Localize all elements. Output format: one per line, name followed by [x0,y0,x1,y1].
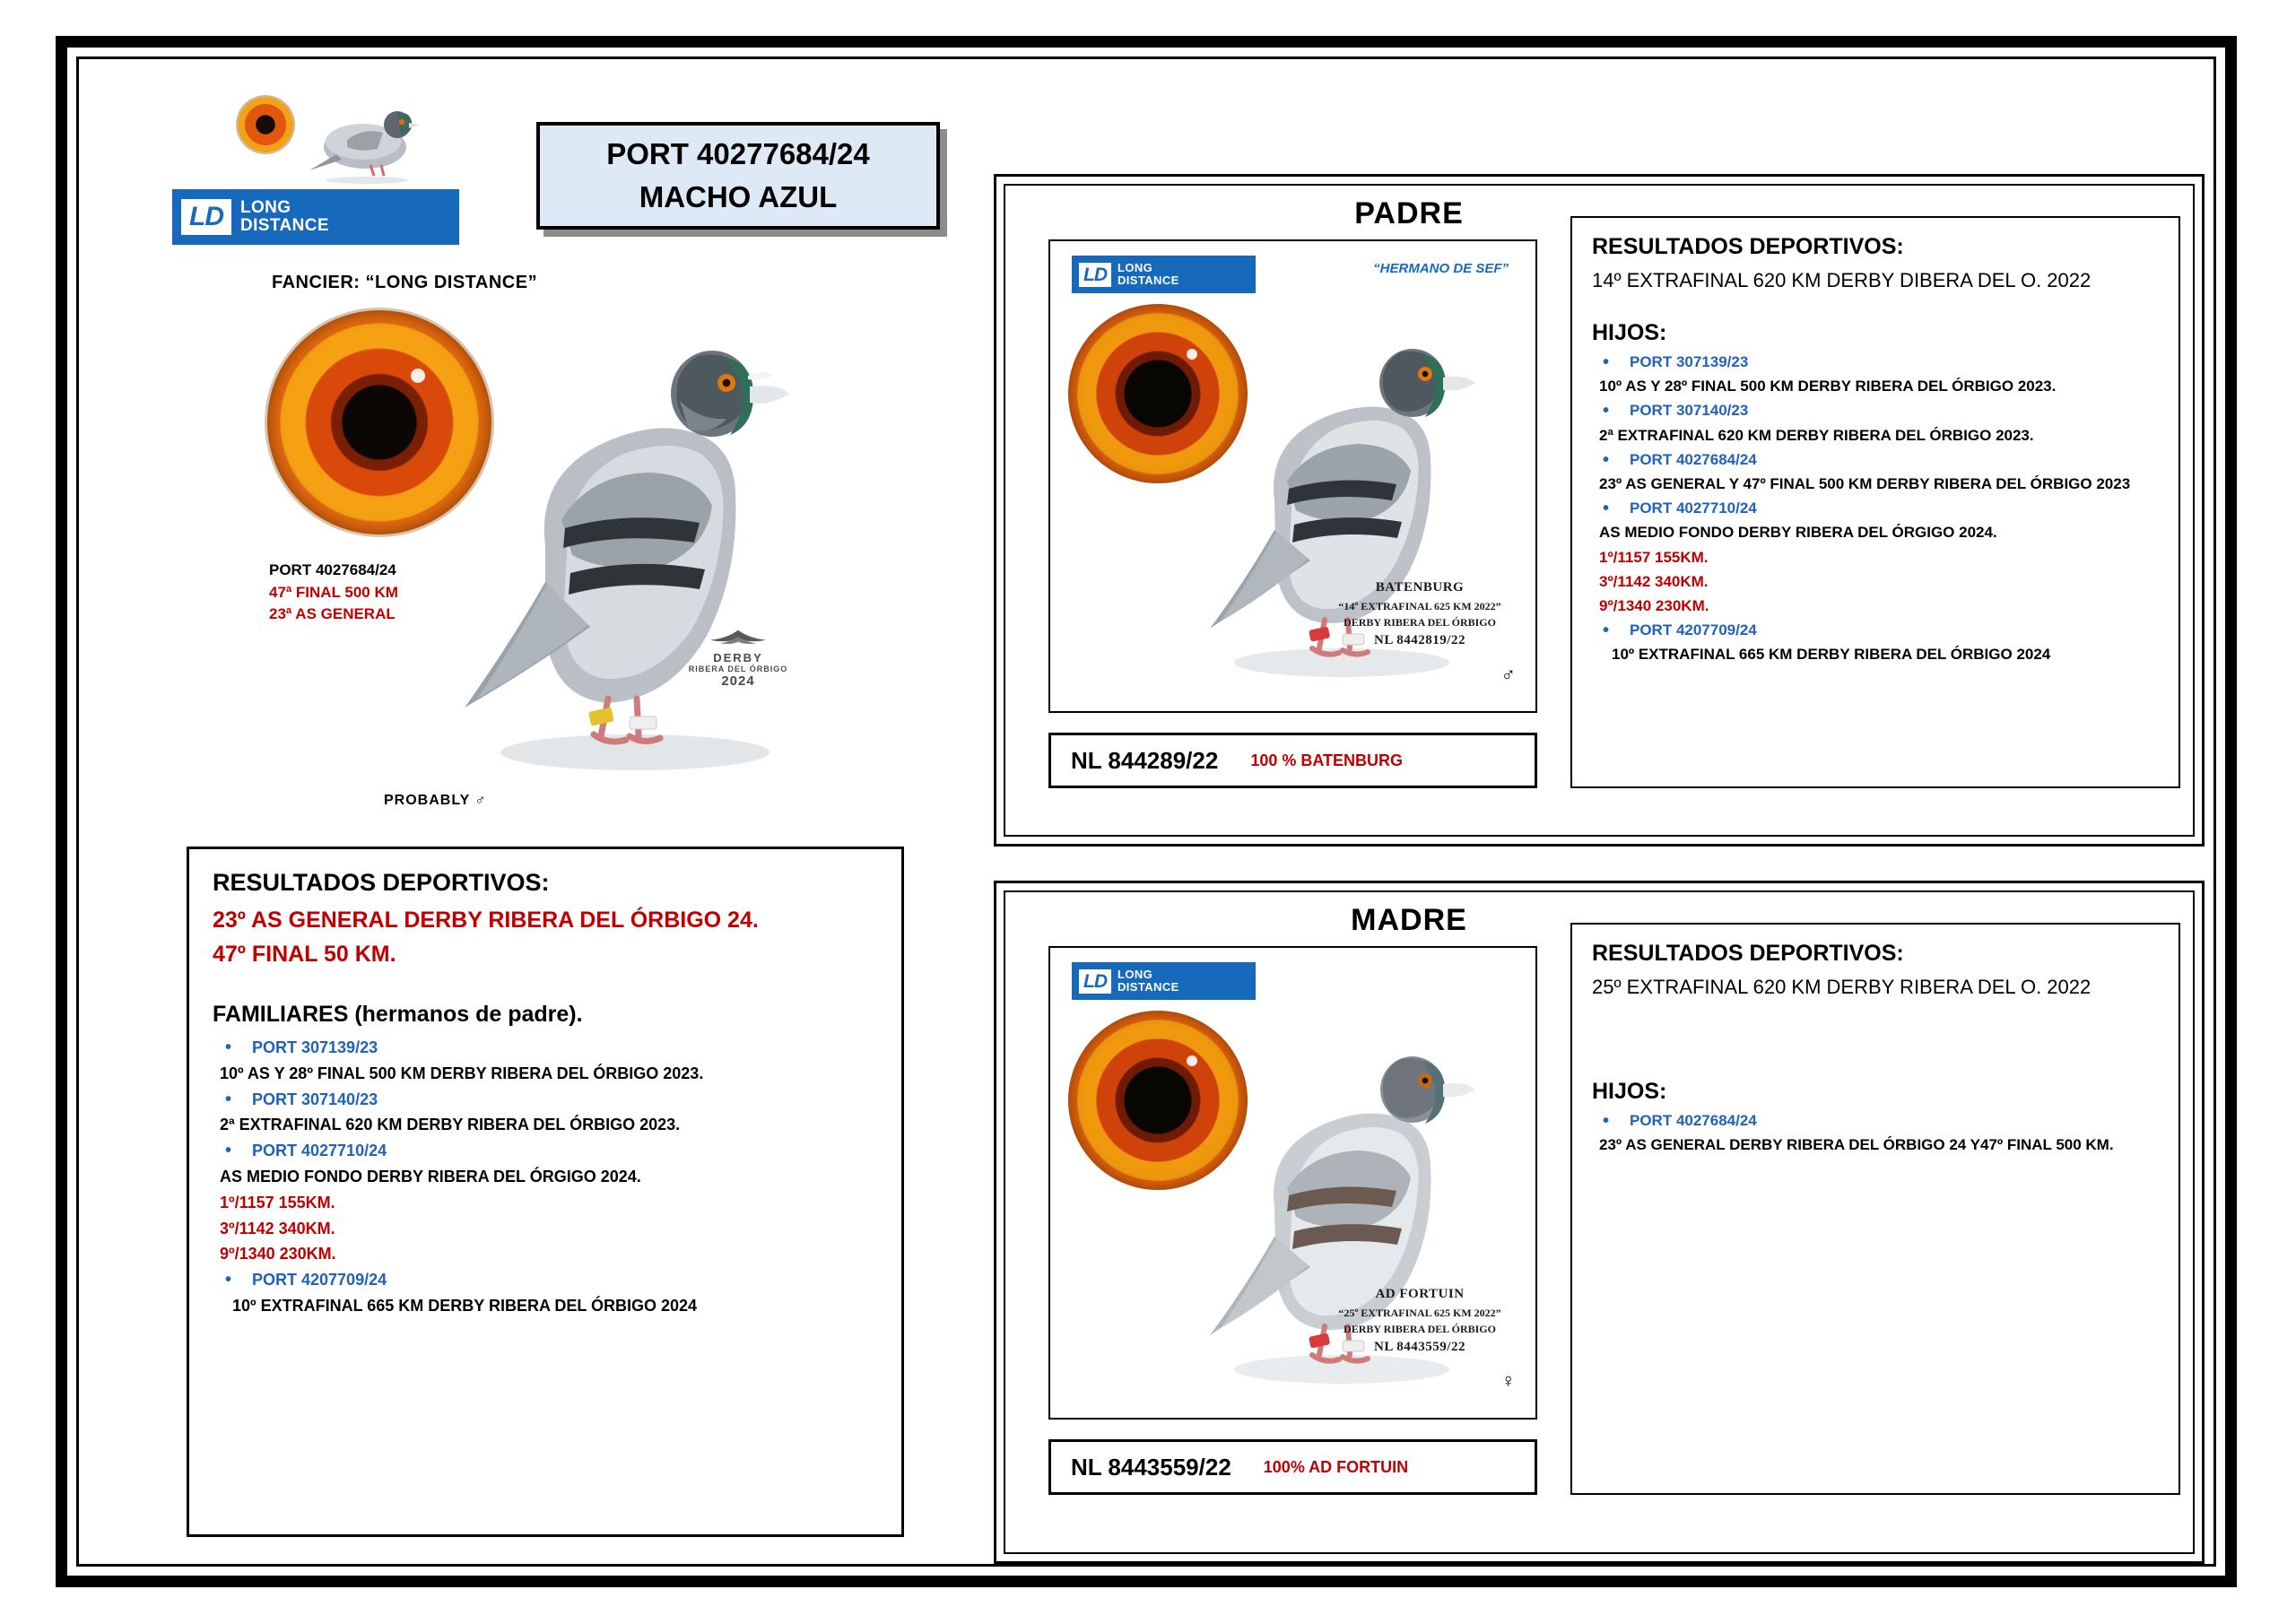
list-item: • PORT 4027684/24 [1630,447,2159,472]
list-item-detail: 23º AS GENERAL DERBY RIBERA DEL ÓRBIGO 24 Y47º FINAL 500 KM. [1599,1136,2114,1154]
list-item: • PORT 307140/23 [1630,398,2159,422]
madre-sex-symbol: ♀ [1500,1369,1516,1392]
left-column [115,75,949,1546]
ld-logo-line2: DISTANCE [240,216,329,235]
padre-results-box [1570,216,2180,788]
pigeon-photo-small [300,95,435,185]
ld-logo-line2: DISTANCE [1118,980,1179,994]
main-bird-caption [269,560,398,626]
derby-stamp-year: 2024 [721,673,755,689]
list-item-detail-red: 1º/1157 155KM. [220,1193,335,1211]
madre-stamp-line1: AD FORTUIN [1375,1287,1465,1301]
list-item: • PORT 307139/23 [1630,350,2159,374]
brand-logo-block [161,95,457,261]
list-item: • PORT 4027684/24 [1630,1108,2159,1133]
left-results-box [187,847,904,1537]
padre-hijos-heading: HIJOS: [1592,320,1667,345]
list-item-detail: AS MEDIO FONDO DERBY RIBERA DEL ÓRGIGO 2024. [220,1167,641,1185]
derby-stamp [662,627,814,689]
wing-logo-icon [689,627,787,648]
list-item: • PORT 307140/23 [252,1087,878,1113]
padre-card [994,174,2205,847]
padre-results-heading: RESULTADOS DEPORTIVOS: [1592,234,1904,259]
list-item: • PORT 4207709/24 [252,1267,878,1293]
list-item: • PORT 4027710/24 [1630,496,2159,520]
ld-logo-line1: LONG [240,198,291,218]
padre-title: PADRE [1354,196,1464,230]
ld-mark: LD [181,199,231,235]
padre-results-line: 14º EXTRAFINAL 620 KM DERBY DIBERA DEL O. 2022 [1592,269,2092,291]
outer-frame [56,36,2237,1587]
madre-ring-number: NL 8443559/22 [1071,1453,1231,1481]
inner-frame [76,56,2216,1567]
madre-stamp-line4: NL 8443559/22 [1374,1339,1465,1354]
madre-stamp-line3: DERBY RIBERA DEL ÓRBIGO [1344,1322,1496,1335]
ld-logo-text [1118,262,1179,286]
ld-mark: LD [1079,969,1111,994]
madre-card [994,881,2205,1564]
padre-stamp-line3: DERBY RIBERA DEL ÓRBIGO [1344,615,1496,629]
padre-ring-box [1048,733,1537,788]
padre-ring-percent: 100 % BATENBURG [1250,751,1404,769]
list-item-detail: 10º AS Y 28º FINAL 500 KM DERBY RIBERA DEL ÓRBIGO 2023. [220,1064,704,1082]
madre-ring-box [1048,1439,1537,1495]
padre-photo-tag: “HERMANO DE SEF” [1373,261,1509,276]
madre-ring-percent: 100% AD FORTUIN [1263,1457,1409,1476]
madre-hijos-heading: HIJOS: [1592,1079,1667,1104]
list-item: • PORT 4207709/24 [1630,618,2159,642]
padre-stamp-line2: “14º EXTRAFINAL 625 KM 2022” [1338,599,1501,612]
caption-ring: PORT 4027684/24 [269,561,396,578]
padre-ring-number: NL 844289/22 [1071,746,1219,774]
list-item-detail-red: 9º/1340 230KM. [1599,596,1709,614]
ld-logo-line2: DISTANCE [1118,274,1179,287]
list-item-detail: 10º EXTRAFINAL 665 KM DERBY RIBERA DEL ÓRBIGO 2024 [232,1296,698,1315]
ld-logo-text [1118,968,1179,993]
madre-results-box [1570,923,2180,1495]
list-item-detail: 2ª EXTRAFINAL 620 KM DERBY RIBERA DEL ÓRBIGO 2023. [1599,426,2034,444]
sex-note: PROBABLY ♂ [384,793,487,808]
list-item-detail: 10º AS Y 28º FINAL 500 KM DERBY RIBERA DEL ÓRBIGO 2023. [1599,378,2057,395]
madre-photo-box [1048,946,1537,1420]
list-item-detail-red: 3º/1142 340KM. [1599,572,1709,590]
right-column [994,75,2205,1546]
ld-logo-text [240,199,329,235]
padre-photo-box [1048,239,1537,713]
madre-results-heading: RESULTADOS DEPORTIVOS: [1592,941,1904,966]
ld-mark: LD [1079,263,1111,287]
left-results-red-1: 23º AS GENERAL DERBY RIBERA DEL ÓRBIGO 24. [213,908,759,933]
pigeon-title-box [536,122,940,230]
list-item: • PORT 4027710/24 [252,1138,878,1164]
ld-logo [172,189,459,245]
madre-stamp-line2: “25º EXTRAFINAL 625 KM 2022” [1338,1306,1501,1319]
ld-logo-line1: LONG [1118,968,1153,982]
ld-logo-line1: LONG [1118,261,1153,275]
padre-photo-stamp [1326,578,1514,650]
title-line-2: MACHO AZUL [639,180,838,213]
left-results-red-2: 47º FINAL 50 KM. [213,941,396,967]
left-results-heading: RESULTADOS DEPORTIVOS: [213,869,550,896]
list-item-detail-red: 3º/1142 340KM. [220,1219,335,1238]
padre-stamp-line4: NL 8442819/22 [1374,632,1465,647]
list-item: • PORT 307139/23 [252,1035,878,1061]
title-line-1: PORT 40277684/24 [606,137,870,171]
madre-title: MADRE [1351,903,1467,937]
derby-stamp-title: DERBY [713,651,763,664]
pigeon-eye-icon [238,97,293,152]
padre-stamp-line1: BATENBURG [1375,580,1465,595]
madre-results-line: 25º EXTRAFINAL 620 KM DERBY RIBERA DEL O. 2022 [1592,976,2092,998]
derby-stamp-sub: RIBERA DEL ÓRBIGO [688,664,788,673]
list-item-detail: 23º AS GENERAL Y 47º FINAL 500 KM DERBY RIBERA DEL ÓRBIGO 2023 [1599,474,2131,492]
list-item-detail: AS MEDIO FONDO DERBY RIBERA DEL ÓRGIGO 2024. [1599,524,1997,542]
fancier-label: FANCIER: “LONG DISTANCE” [272,273,538,292]
list-item-detail: 2ª EXTRAFINAL 620 KM DERBY RIBERA DEL ÓRBIGO 2023. [220,1116,681,1134]
caption-result-1: 47ª FINAL 500 KM [269,583,398,601]
madre-photo-stamp [1326,1284,1514,1357]
list-item-detail-red: 9º/1340 230KM. [220,1245,336,1264]
pigeon-main-photo [411,250,895,806]
padre-sex-symbol: ♂ [1500,663,1516,685]
familiares-heading: FAMILIARES (hermanos de padre). [213,1002,583,1027]
caption-result-2: 23ª AS GENERAL [269,605,396,623]
list-item-detail: 10º EXTRAFINAL 665 KM DERBY RIBERA DEL ÓRBIGO 2024 [1612,646,2051,664]
list-item-detail-red: 1º/1157 155KM. [1599,548,1709,566]
